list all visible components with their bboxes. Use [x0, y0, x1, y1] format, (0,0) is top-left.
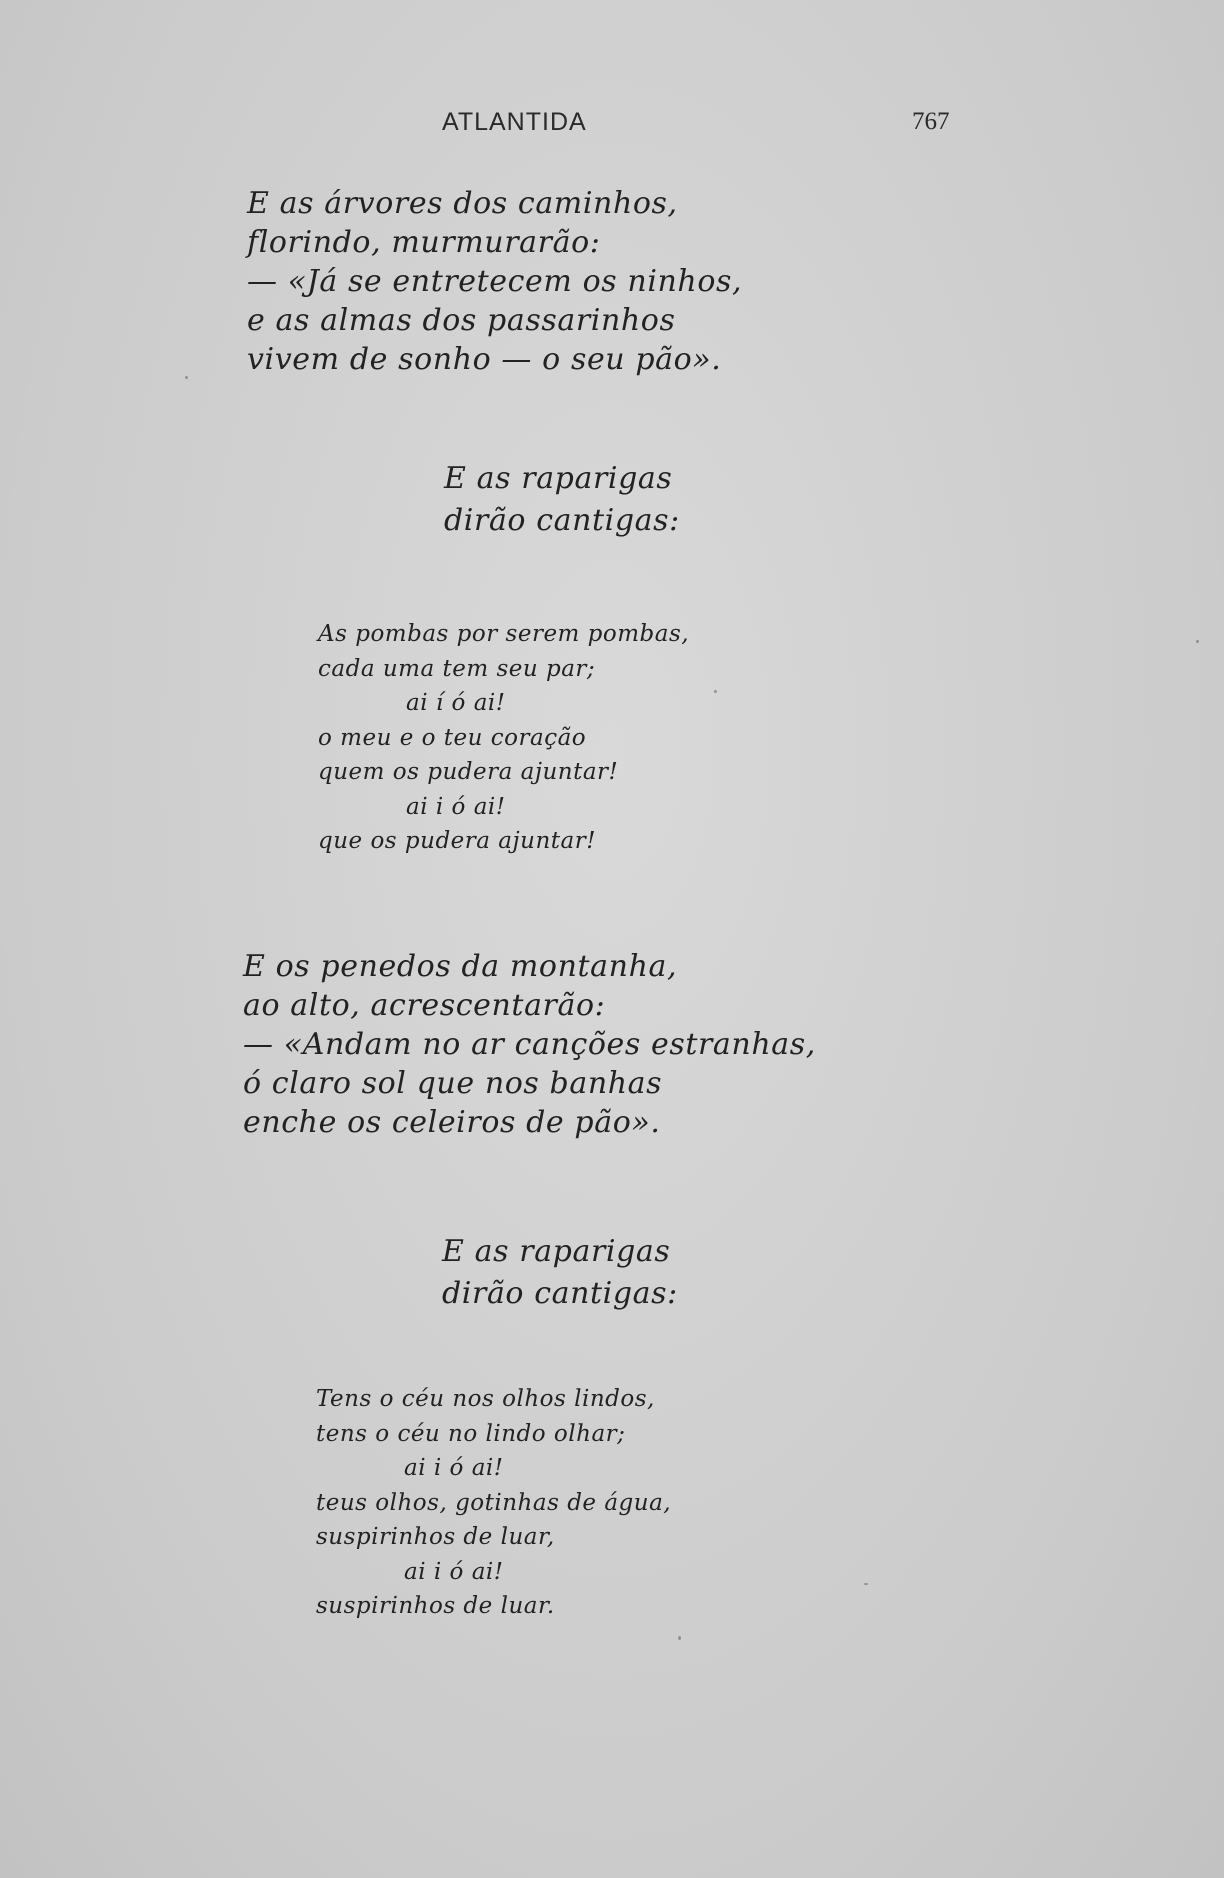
- verse-line: quem os pudera ajuntar!: [318, 759, 619, 785]
- scan-speck: [864, 1583, 868, 1585]
- verse-line: E as raparigas: [442, 1234, 671, 1269]
- verse-line: ao alto, acrescentarão:: [243, 988, 606, 1023]
- cantiga-1: [318, 617, 689, 859]
- verse-line: vivem de sonho — o seu pão».: [247, 342, 722, 377]
- verse-line: As pombas por serem pombas,: [318, 621, 690, 647]
- verse-line: — «Já se entretecem os ninhos,: [247, 264, 743, 299]
- verse-line: e as almas dos passarinhos: [247, 303, 676, 338]
- verse-line: E os penedos da montanha,: [243, 949, 678, 984]
- refrain-2: [442, 1231, 678, 1315]
- verse-line: suspirinhos de luar,: [316, 1524, 555, 1550]
- verse-line: teus olhos, gotinhas de água,: [316, 1489, 672, 1516]
- scan-speck: [714, 690, 717, 693]
- verse-line: que os pudera ajuntar!: [318, 828, 596, 854]
- running-title: ATLANTIDA: [442, 108, 587, 136]
- verse-line: suspirinhos de luar.: [316, 1593, 555, 1619]
- verse-line: tens o céu no lindo olhar;: [316, 1420, 626, 1447]
- verse-line: cada uma tem seu par;: [318, 655, 596, 682]
- verse-line: E as árvores dos caminhos,: [247, 186, 678, 221]
- refrain-1: [444, 458, 680, 542]
- verse-line: dirão cantigas:: [444, 503, 680, 538]
- verse-line: enche os celeiros de pão».: [243, 1105, 661, 1140]
- verse-line: E as raparigas: [444, 461, 673, 496]
- page-number: 767: [912, 108, 950, 135]
- verse-line: ai í ó ai!: [406, 690, 506, 716]
- verse-line: o meu e o teu coração: [318, 724, 587, 751]
- verse-line: ai i ó ai!: [404, 1455, 504, 1481]
- scan-speck: [678, 1636, 681, 1640]
- page-header: [0, 108, 1224, 140]
- stanza-1: [247, 184, 742, 379]
- cantiga-2: [316, 1382, 671, 1624]
- stanza-2: [243, 947, 816, 1142]
- verse-line: — «Andam no ar canções estranhas,: [243, 1027, 816, 1062]
- verse-line: florindo, murmurarão:: [247, 225, 601, 260]
- verse-line: Tens o céu nos olhos lindos,: [316, 1386, 655, 1412]
- verse-line: ai i ó ai!: [406, 793, 506, 820]
- verse-line: dirão cantigas:: [442, 1276, 678, 1311]
- scan-speck: [185, 376, 188, 379]
- verse-line: ai i ó ai!: [404, 1558, 504, 1585]
- scan-speck: [1196, 640, 1199, 643]
- verse-line: ó claro sol que nos banhas: [243, 1066, 663, 1101]
